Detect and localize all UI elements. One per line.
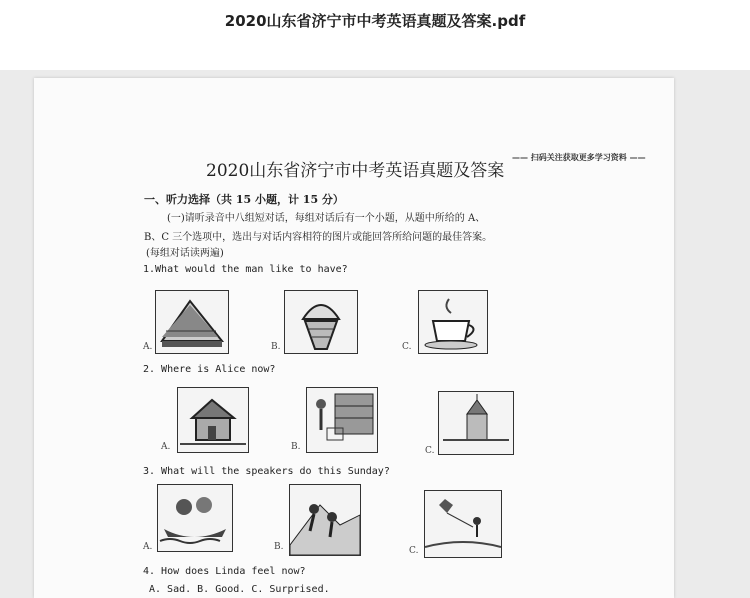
option-label: A.: [161, 442, 171, 452]
option-label: C.: [425, 446, 435, 456]
house-icon: [177, 387, 249, 453]
watermark-text: —— 扫码关注获取更多学习资料 ——: [512, 153, 646, 162]
section-heading: 一、听力选择（共 15 小题，计 15 分）: [144, 193, 344, 206]
option-label: B.: [271, 342, 281, 352]
climbing-icon: [289, 484, 361, 556]
sandwich-icon: [155, 290, 229, 354]
church-icon: [438, 391, 514, 455]
option-label: B.: [274, 542, 284, 552]
viewer-header: [0, 0, 750, 70]
option-label: A.: [143, 342, 153, 352]
file-title: 2020山东省济宁市中考英语真题及答案.pdf: [224, 12, 526, 30]
question-3: 3. What will the speakers do this Sunday?: [143, 466, 390, 477]
instruction-line: (一)请听录音中八组短对话，每组对话后有一个小题，从题中所给的 A、: [167, 213, 486, 224]
instruction-line: B、C 三个选项中，选出与对话内容相符的图片或能回答所给问题的最佳答案。: [144, 232, 493, 243]
question-4-options: A. Sad. B. Good. C. Surprised.: [149, 584, 330, 595]
option-label: B.: [291, 442, 301, 452]
kite-flying-icon: [424, 490, 502, 558]
coffee-cup-icon: [418, 290, 488, 354]
question-1: 1.What would the man like to have?: [143, 264, 348, 275]
boating-icon: [157, 484, 233, 552]
option-label: C.: [402, 342, 412, 352]
instruction-line: (每组对话读两遍): [146, 248, 224, 259]
question-4: 4. How does Linda feel now?: [143, 566, 306, 577]
option-label: A.: [143, 542, 153, 552]
option-label: C.: [409, 546, 419, 556]
ice-cream-icon: [284, 290, 358, 354]
supermarket-icon: [306, 387, 378, 453]
pdf-page: [34, 78, 674, 598]
paper-title: 2020山东省济宁市中考英语真题及答案: [206, 161, 505, 181]
question-2: 2. Where is Alice now?: [143, 364, 276, 375]
